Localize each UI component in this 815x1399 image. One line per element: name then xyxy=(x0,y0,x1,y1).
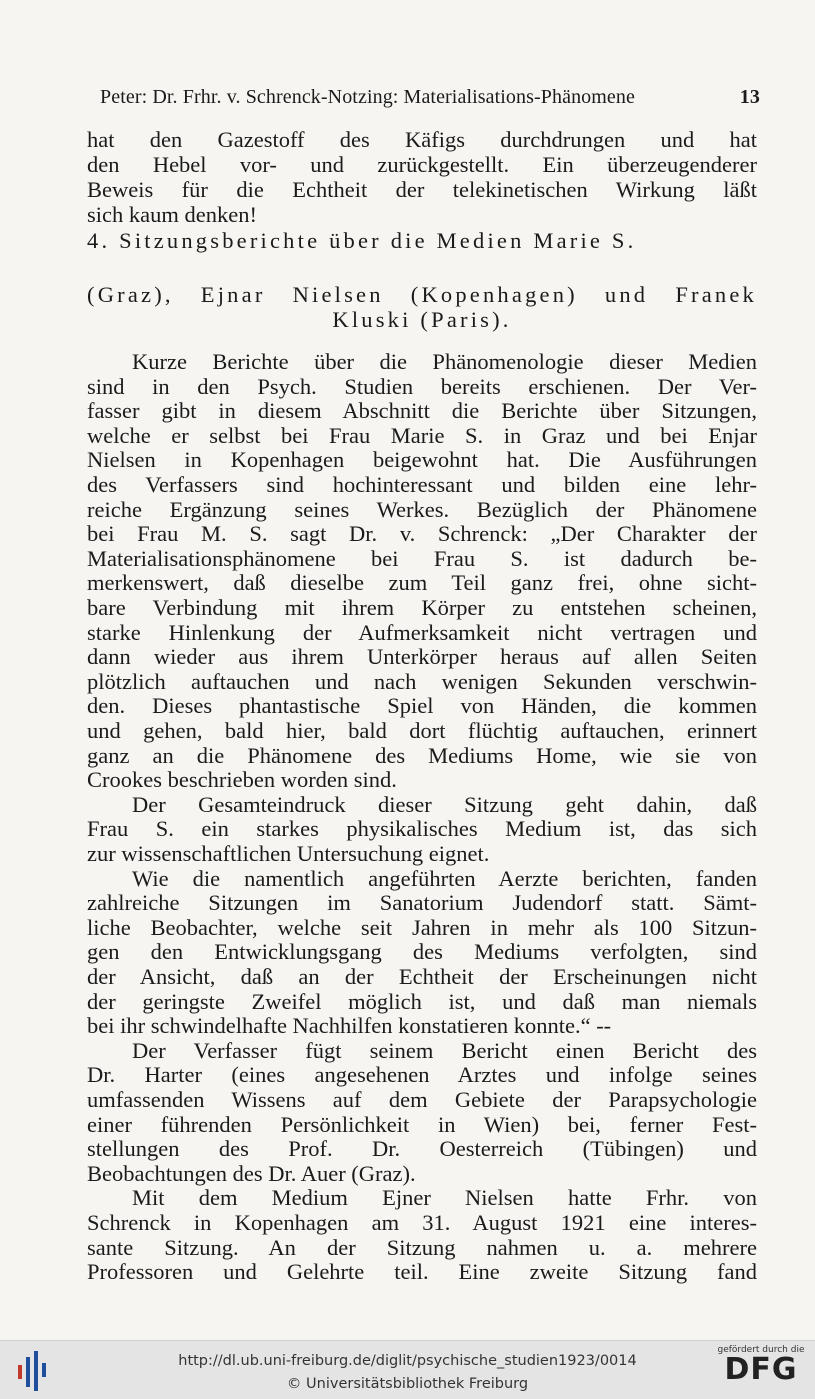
text-line: fasser gibt in diesem Abschnitt die Berichte über Sitzungen, xyxy=(87,398,757,424)
text-line: zur wissenschaftlichen Untersuchung eignet. xyxy=(87,841,490,866)
section-heading-line: (Graz), Ejnar Nielsen (Kopenhagen) und Franek xyxy=(87,282,757,307)
copyright-text: © Universitätsbibliothek Freiburg xyxy=(286,1376,529,1392)
text-line: sind in den Psych. Studien bereits erschienen. Der Ver- xyxy=(87,373,757,399)
text-line: bare Verbindung mit ihrem Körper zu entstehen scheinen, xyxy=(87,595,757,620)
text-line: Kurze Berichte über die Phänomenologie dieser Medien xyxy=(132,349,757,374)
text-line: einer führenden Persönlichkeit in Wien) bei, ferner Fest- xyxy=(87,1111,757,1137)
source-url-link[interactable]: http://dl.ub.uni-freiburg.de/diglit/psychische_studien1923/0014 xyxy=(178,1353,637,1369)
text-line: Professoren und Gelehrte teil. Eine zweite Sitzung fand xyxy=(87,1259,757,1285)
text-line: und gehen, bald hier, bald dort flüchtig auftauchen, erinnert xyxy=(87,718,757,743)
section-heading-line: 4. Sitzungsberichte über die Medien Marie S. xyxy=(87,228,637,253)
text-line: Wie die namentlich angeführten Aerzte berichten, fanden xyxy=(132,865,757,891)
text-line: merkenswert, daß dieselbe zum Teil ganz frei, ohne sicht- xyxy=(87,570,757,596)
dfg-logo xyxy=(717,1345,805,1385)
text-line: Frau S. ein starkes physikalisches Medium ist, das sich xyxy=(87,816,757,842)
text-line: des Verfassers sind hochinteressant und bilden eine lehr- xyxy=(87,472,757,497)
text-line: starke Hinlenkung der Aufmerksamkeit nicht vertragen und xyxy=(87,619,757,645)
text-line: Mit dem Medium Ejner Nielsen hatte Frhr. von xyxy=(132,1185,757,1211)
text-line: bei ihr schwindelhafte Nachhilfen konstatieren konnte.“ -- xyxy=(87,1013,612,1039)
text-line: bei Frau M. S. sagt Dr. v. Schrenck: „Der Charakter der xyxy=(87,521,757,547)
text-line: der Ansicht, daß an der Echtheit der Erscheinungen nicht xyxy=(87,964,757,989)
text-line: den. Dieses phantastische Spiel von Händen, die kommen xyxy=(87,693,757,719)
text-line: dann wieder aus ihrem Unterkörper heraus auf allen Seiten xyxy=(87,644,757,670)
text-line: hat den Gazestoff des Käfigs durchdrungen und hat xyxy=(87,127,757,152)
dfg-logo-text: DFG xyxy=(724,1352,798,1387)
text-line: Materialisationsphänomene bei Frau S. ist dadurch be- xyxy=(87,545,757,571)
text-line: Beweis für die Echtheit der telekinetischen Wirkung läßt xyxy=(87,177,757,202)
text-line: stellungen des Prof. Dr. Oesterreich (Tübingen) und xyxy=(87,1136,757,1162)
text-line: zahlreiche Sitzungen im Sanatorium Judendorf statt. Sämt- xyxy=(87,890,757,916)
text-line: Crookes beschrieben worden sind. xyxy=(87,767,397,793)
text-line: den Hebel vor- und zurückgestellt. Ein überzeugenderer xyxy=(87,152,757,177)
running-header xyxy=(100,86,760,109)
text-line: Der Verfasser fügt seinem Bericht einen Bericht des xyxy=(132,1037,757,1063)
text-line: der geringste Zweifel möglich ist, und daß man niemals xyxy=(87,988,757,1014)
text-line: Dr. Harter (eines angesehenen Arztes und infolge seines xyxy=(87,1062,757,1088)
text-line: umfassenden Wissens auf dem Gebiete der Parapsychologie xyxy=(87,1087,757,1112)
text-line: welche er selbst bei Frau Marie S. in Graz und bei Enjar xyxy=(87,422,757,448)
text-line: Nielsen in Kopenhagen beigewohnt hat. Die Ausführungen xyxy=(87,447,757,473)
dfg-caption: gefördert durch die xyxy=(717,1345,805,1355)
text-line: Schrenck in Kopenhagen am 31. August 1921 eine interes- xyxy=(87,1210,757,1235)
text-line: sich kaum denken! xyxy=(87,202,257,227)
text-line: ganz an die Phänomene des Mediums Home, wie sie von xyxy=(87,742,757,768)
section-heading-line: Kluski (Paris). xyxy=(332,307,512,332)
text-line: Der Gesamteindruck dieser Sitzung geht dahin, daß xyxy=(132,791,757,817)
footer-bar xyxy=(0,1340,815,1399)
text-line: plötzlich auftauchen und nach wenigen Sekunden verschwin- xyxy=(87,668,757,694)
running-title: Peter: Dr. Frhr. v. Schrenck-Notzing: Materialisations-Phänomene xyxy=(100,86,635,108)
text-line: gen den Entwicklungsgang des Mediums verfolgten, sind xyxy=(87,939,757,965)
text-line: reiche Ergänzung seines Werkes. Bezüglich der Phänomene xyxy=(87,496,757,522)
page-number: 13 xyxy=(739,86,760,108)
text-line: sante Sitzung. An der Sitzung nahmen u. a. mehrere xyxy=(87,1234,757,1260)
text-line: Beobachtungen des Dr. Auer (Graz). xyxy=(87,1160,416,1186)
text-line: liche Beobachter, welche seit Jahren in mehr als 100 Sitzun- xyxy=(87,914,757,940)
